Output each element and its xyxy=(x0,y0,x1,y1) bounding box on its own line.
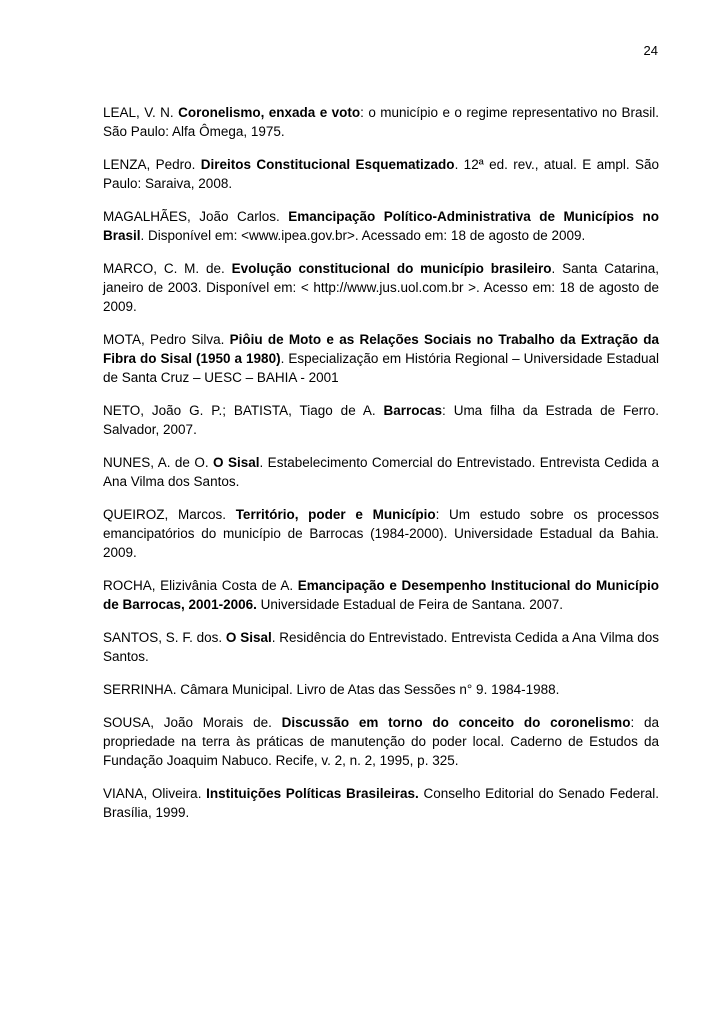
ref-title: Discussão em torno do conceito do coronelismo xyxy=(281,715,631,730)
ref-author: MARCO, C. M. de. xyxy=(103,261,232,276)
reference-entry xyxy=(103,713,659,770)
ref-author: MOTA, Pedro Silva. xyxy=(103,332,230,347)
ref-author: SERRINHA. Câmara Municipal. Livro de Atas das Sessões n° 9. 1984-1988. xyxy=(103,682,560,697)
ref-details: . Residência do Entrevistado. Entrevista Cedida a Ana Vilma dos Santos. xyxy=(103,630,659,664)
reference-entry xyxy=(103,576,659,614)
ref-details: Universidade Estadual de Feira de Santana. 2007. xyxy=(256,597,564,612)
ref-details: : o município e o regime representativo no Brasil. São Paulo: Alfa Ômega, 1975. xyxy=(103,105,659,139)
ref-title: O Sisal xyxy=(213,455,260,470)
reference-entry xyxy=(103,259,659,316)
ref-author: NUNES, A. de O. xyxy=(103,455,214,470)
ref-title: O Sisal xyxy=(225,630,272,645)
ref-author: QUEIROZ, Marcos. xyxy=(103,507,236,522)
ref-details: . Especialização em História Regional – Universidade Estadual de Santa Cruz – UESC – BAHIA - 2001 xyxy=(103,351,659,385)
ref-author: NETO, João G. P.; BATISTA, Tiago de A. xyxy=(103,403,384,418)
page-number: 24 xyxy=(643,43,658,58)
reference-entry xyxy=(103,505,659,562)
ref-author: MAGALHÃES, João Carlos. xyxy=(103,209,289,224)
ref-title: Coronelismo, enxada e voto xyxy=(178,105,361,120)
reference-entry xyxy=(103,330,659,387)
ref-author: SANTOS, S. F. dos. xyxy=(103,630,226,645)
ref-details: . 12ª ed. rev., atual. E ampl. São Paulo: Saraiva, 2008. xyxy=(103,157,659,191)
ref-title: Direitos Constitucional Esquematizado xyxy=(200,157,455,172)
ref-title: Território, poder e Município xyxy=(235,507,436,522)
ref-author: ROCHA, Elizivânia Costa de A. xyxy=(103,578,298,593)
reference-entry xyxy=(103,628,659,666)
ref-title: Emancipação Político-Administrativa de Municípios no Brasil xyxy=(103,209,659,243)
reference-entry xyxy=(103,453,659,491)
ref-title: Instituições Políticas Brasileiras. xyxy=(206,786,419,801)
reference-entry xyxy=(103,680,659,699)
reference-entry xyxy=(103,155,659,193)
ref-author: LEAL, V. N. xyxy=(103,105,179,120)
reference-entry xyxy=(103,401,659,439)
ref-title: Evolução constitucional do município brasileiro xyxy=(231,261,552,276)
ref-title: Barrocas xyxy=(383,403,443,418)
ref-details: Conselho Editorial do Senado Federal. Brasília, 1999. xyxy=(103,786,659,820)
ref-author: LENZA, Pedro. xyxy=(103,157,201,172)
ref-details: . Estabelecimento Comercial do Entrevistado. Entrevista Cedida a Ana Vilma dos Santos. xyxy=(103,455,659,489)
reference-list xyxy=(103,103,659,836)
ref-details: : da propriedade na terra às práticas de manutenção do poder local. Caderno de Estudos da Fundação Joaquim Nabuco. Recife, v. 2, n. 2, 1995, p. 325. xyxy=(103,715,659,768)
ref-title: Piôiu de Moto e as Relações Sociais no Trabalho da Extração da Fibra do Sisal (1950 a 1980) xyxy=(103,332,659,366)
ref-author: VIANA, Oliveira. xyxy=(103,786,207,801)
ref-author: SOUSA, João Morais de. xyxy=(103,715,282,730)
ref-title: Emancipação e Desempenho Institucional do Município de Barrocas, 2001-2006. xyxy=(103,578,660,612)
ref-details: . Santa Catarina, janeiro de 2003. Disponível em: < http://www.jus.uol.com.br >. Acesso em: 18 de agosto de 2009. xyxy=(103,261,659,314)
reference-entry xyxy=(103,103,659,141)
reference-entry xyxy=(103,784,659,822)
reference-entry xyxy=(103,207,659,245)
ref-details: : Um estudo sobre os processos emancipatórios do município de Barrocas (1984-2000). Universidade Estadual da Bahia. 2009. xyxy=(103,507,659,560)
ref-details: : Uma filha da Estrada de Ferro. Salvador, 2007. xyxy=(103,403,659,437)
ref-details: . Disponível em: <www.ipea.gov.br>. Acessado em: 18 de agosto de 2009. xyxy=(140,228,586,243)
